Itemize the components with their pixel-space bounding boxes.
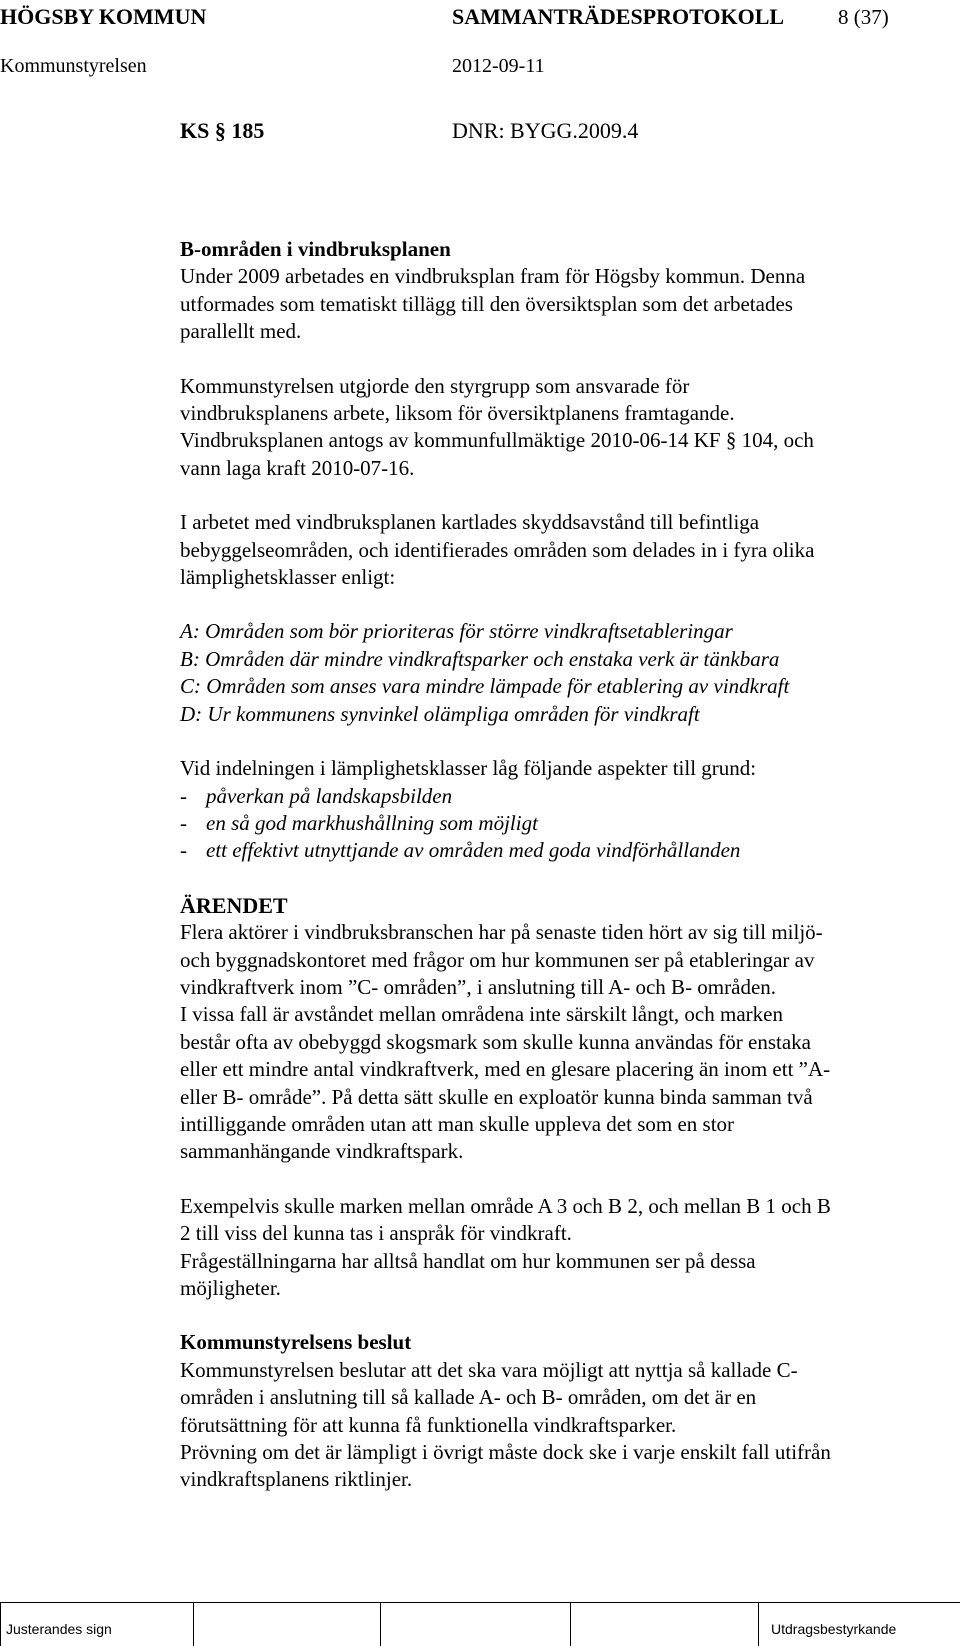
arende-line: och byggnadskontoret med frågor om hur kommunen ser på etableringar av [180,947,815,972]
aspect-dash: - [180,783,187,808]
arende-line: vindkraftverk inom ”C- områden”, i anslutning till A- och B- områden. [180,974,777,999]
example-line: 2 till viss del kunna tas i anspråk för vindkraft. [180,1221,572,1246]
aspect-text: ett effektivt utnyttjande av områden med goda vindförhållanden [206,838,741,863]
decision-line: förutsättning för att kunna få funktionella vindkraftsparker. [180,1412,677,1437]
decision-line: Kommunstyrelsen beslutar att det ska vara möjligt att nyttja så kallade C- [180,1357,798,1382]
committee-name: Kommunstyrelsen [0,55,147,77]
intro-line: Under 2009 arbetades en vindbruksplan fram för Högsby kommun. Denna [180,264,806,289]
meeting-date: 2012-09-11 [452,55,545,77]
intro-line: utformades som tematiskt tillägg till den översiktsplan som det arbetades [180,291,793,316]
survey-paragraph-line: I arbetet med vindbruksplanen kartlades skyddsavstånd till befintliga [180,510,760,535]
footer-cell-divider [758,1602,759,1646]
suitability-class-a: A: Områden som bör prioriteras för större vindkraftsetableringar [180,619,733,644]
footer-signature-label: Justerandes sign [6,1621,112,1637]
steering-paragraph-line: Kommunstyrelsen utgjorde den styrgrupp som ansvarade för [180,373,690,398]
suitability-class-b: B: Områden där mindre vindkraftsparker och enstaka verk är tänkbara [180,646,780,671]
arende-line: består ofta av obebyggd skogsmark som skulle kunna användas för enstaka [180,1029,812,1054]
survey-paragraph-line: bebyggelseområden, och identifierades områden som delades in i fyra olika [180,537,815,562]
arende-heading: ÄRENDET [180,892,288,918]
case-dnr: DNR: BYGG.2009.4 [452,118,639,143]
arende-line: Flera aktörer i vindbruksbranschen har på senaste tiden hört av sig till miljö- [180,920,823,945]
document-type: SAMMANTRÄDESPROTOKOLL [452,4,785,29]
aspect-text: en så god markhushållning som möjligt [206,810,538,835]
footer-certification-label: Utdragsbestyrkande [771,1621,897,1637]
footer-cell-divider [0,1602,1,1646]
footer-cell-divider [193,1602,194,1646]
decision-line: vindkraftsplanens riktlinjer. [180,1467,413,1492]
footer-divider [0,1602,960,1603]
steering-paragraph-line: vann laga kraft 2010-07-16. [180,455,415,480]
aspect-item [180,783,950,810]
decision-line: Prövning om det är lämpligt i övrigt måste dock ske i varje enskilt fall utifrån [180,1440,831,1465]
arende-line: eller ett mindre antal vindkraftverk, med en glesare placering än inom ett ”A- [180,1057,831,1082]
arende-line: eller B- område”. På detta sätt skulle en exploatör kunna binda samman två [180,1084,813,1109]
footer-cell-divider [380,1602,381,1646]
page-number: 8 (37) [838,5,889,29]
suitability-class-c: C: Områden som anses vara mindre lämpade för etablering av vindkraft [180,674,790,699]
aspect-item [180,837,950,864]
intro-line: parallellt med. [180,319,302,344]
example-line: Frågeställningarna har alltså handlat om hur kommunen ser på dessa [180,1248,756,1273]
footer-cell-divider [570,1602,571,1646]
aspect-dash: - [180,838,187,863]
decision-line: områden i anslutning till så kallade A- och B- områden, om det är en [180,1385,757,1410]
case-number: KS § 185 [180,118,265,143]
decision-heading: Kommunstyrelsens beslut [180,1330,412,1355]
arende-line: sammanhängande vindkraftspark. [180,1139,464,1164]
aspect-text: påverkan på landskapsbilden [206,783,453,808]
steering-paragraph-line: Vindbruksplanen antogs av kommunfullmäktige 2010-06-14 KF § 104, och [180,428,814,453]
aspect-dash: - [180,810,187,835]
aspect-item [180,810,950,837]
intro-heading: B-områden i vindbruksplanen [180,237,451,261]
suitability-class-d: D: Ur kommunens synvinkel olämpliga områden för vindkraft [180,701,700,726]
municipality-name: HÖGSBY KOMMUN [0,4,207,29]
arende-line: intilliggande områden utan att man skulle uppleva det som en stor [180,1111,735,1136]
arende-line: I vissa fall är avståndet mellan områdena inte särskilt långt, och marken [180,1002,783,1027]
document-body [180,236,950,1494]
steering-paragraph-line: vindbruksplanens arbete, liksom för översiktplanens framtagande. [180,401,735,426]
survey-paragraph-line: lämplighetsklasser enligt: [180,565,396,590]
example-line: Exempelvis skulle marken mellan område A 3 och B 2, och mellan B 1 och B [180,1193,831,1218]
aspects-intro: Vid indelningen i lämplighetsklasser låg följande aspekter till grund: [180,756,757,781]
example-line: möjligheter. [180,1276,281,1300]
